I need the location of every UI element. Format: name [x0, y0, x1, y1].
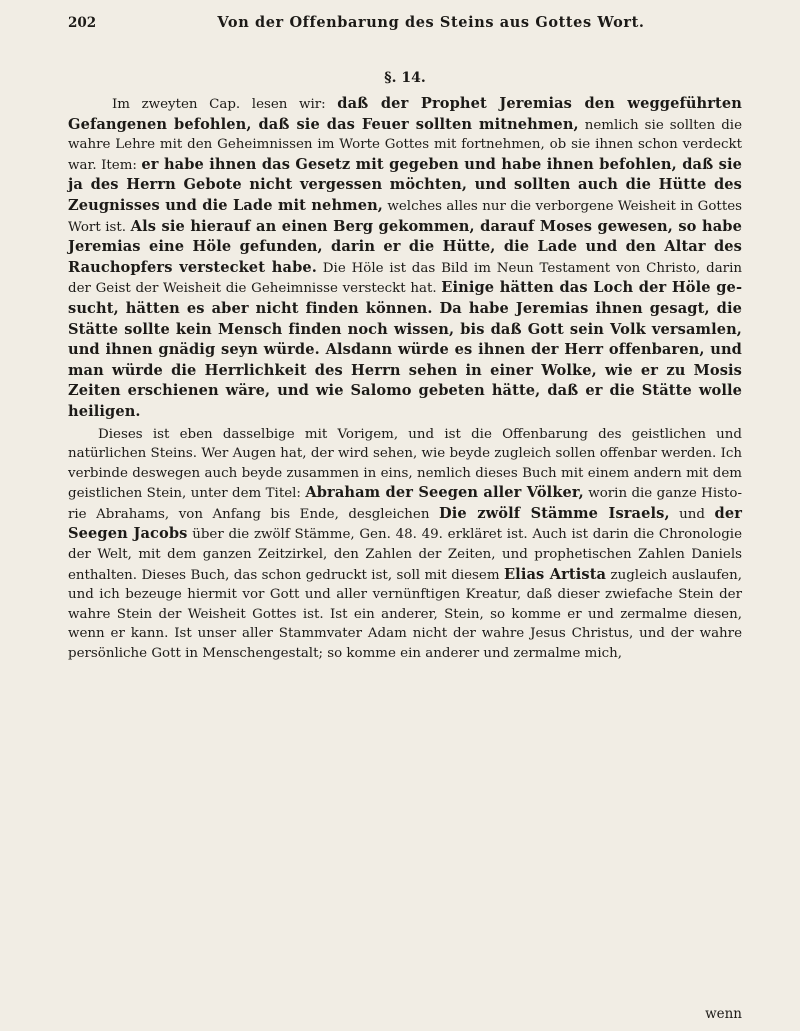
text-run: und	[669, 506, 715, 522]
page-header	[68, 14, 742, 40]
page-number: 202	[68, 15, 97, 31]
emphasized-text: Abraham der Seegen aller Völker,	[305, 484, 584, 502]
emphasized-text: er habe ihnen das Gesetz mit gegeben und habe ihnen befohlen, daß sie ja des Herrn Gebote nicht vergessen möchten, und sollten auch die Hütte des Zeugnisses und die Lade mit nehmen,	[68, 155, 742, 214]
paragraph-2	[68, 425, 742, 664]
emphasized-text: Elias Artista	[503, 565, 607, 583]
emphasized-text: Als sie hierauf an einen Berg gekommen, darauf Moses gewesen, so habe Jeremias eine Höle gefunden, darin er die Hütte, die Lade und den Altar des Rauchopfers verstecket habe.	[68, 217, 742, 276]
emphasized-text: der Seegen Jacobs	[68, 504, 742, 543]
paragraph-1	[68, 94, 742, 423]
text-run: Im zweyten Cap. lesen wir:	[112, 97, 338, 112]
text-run: zugleich auslaufen, und ich bezeuge hiermit vor Gott und aller vernünftigen Kreatur, daß dieser zwiefache Stein der wahre Stein der Weisheit Gottes ist. Ist ein anderer, Stein, so komme er und zermalme diesen, wenn er kann. Ist unser aller Stammvater Adam nicht der wahre Jesus Christus, und der wahre persönliche Gott in Menschengestalt; so komme ein anderer und zermalme mich,	[68, 567, 742, 662]
emphasized-text: daß der Prophet Jeremias den weggeführten Gefangenen befohlen, daß sie das Feuer sollten mitnehmen,	[68, 95, 742, 133]
text-run: worin die ganze Historie Abrahams, von Anfang bis Ende, desgleichen	[68, 486, 742, 522]
running-head: Von der Offenbarung des Steins aus Gottes Wort.	[217, 14, 645, 31]
text-run: über die zwölf Stämme, Gen. 48. 49. erkläret ist. Auch ist darin die Chronologie der Welt, mit dem ganzen Zeitzirkel, den Zahlen der Zeiten, und prophetischen Zahlen Daniels enthalten. Dieses Buch, das schon gedruckt ist, soll mit diesem	[68, 527, 742, 583]
emphasized-text: Einige hätten das Loch der Höle gesucht, hätten es aber nicht finden können. Da habe Jeremias ihnen gesagt, die Stätte sollte kein Mensch finden noch wissen, bis daß Gott sein Volk versamlen, und ihnen gnädig seyn würde. Alsdann würde es ihnen der Herr offenbaren, und man würde die Herrlichkeit des Herrn sehen in einer Wolke, wie er zu Mosis Zeiten erschienen wäre, und wie Salomo gebeten hätte, daß er die Stätte wolle heiligen.	[68, 279, 742, 420]
catchword: wenn	[705, 1006, 742, 1022]
text-run: Dieses ist eben dasselbige mit Vorigem, und ist die Offenbarung des geistlichen und natürlichen Steins. Wer Augen hat, der wird sehen, wie beyde zugleich sollen offenbar werden. Ich verbinde deswegen auch beyde zusammen in eins, nemlich dieses Buch mit einem andern mit dem geistlichen Stein, unter dem Titel:	[68, 426, 742, 502]
emphasized-text: Die zwölf Stämme Israels,	[438, 504, 670, 522]
section-number: §. 14.	[384, 70, 426, 86]
text-run: welches alles nur die verborgene Weisheit in Gottes Wort ist.	[68, 198, 742, 235]
text-run: nemlich sie sollten die wahre Lehre mit den Geheimnissen im Worte Gottes mit fortnehmen, ob sie ihnen schon verdeckt war. Item:	[68, 117, 742, 173]
text-run: Die Höle ist das Bild im Neun Testament von Christo, darin der Geist der Weisheit die Geheimnisse versteckt hat.	[68, 260, 742, 297]
